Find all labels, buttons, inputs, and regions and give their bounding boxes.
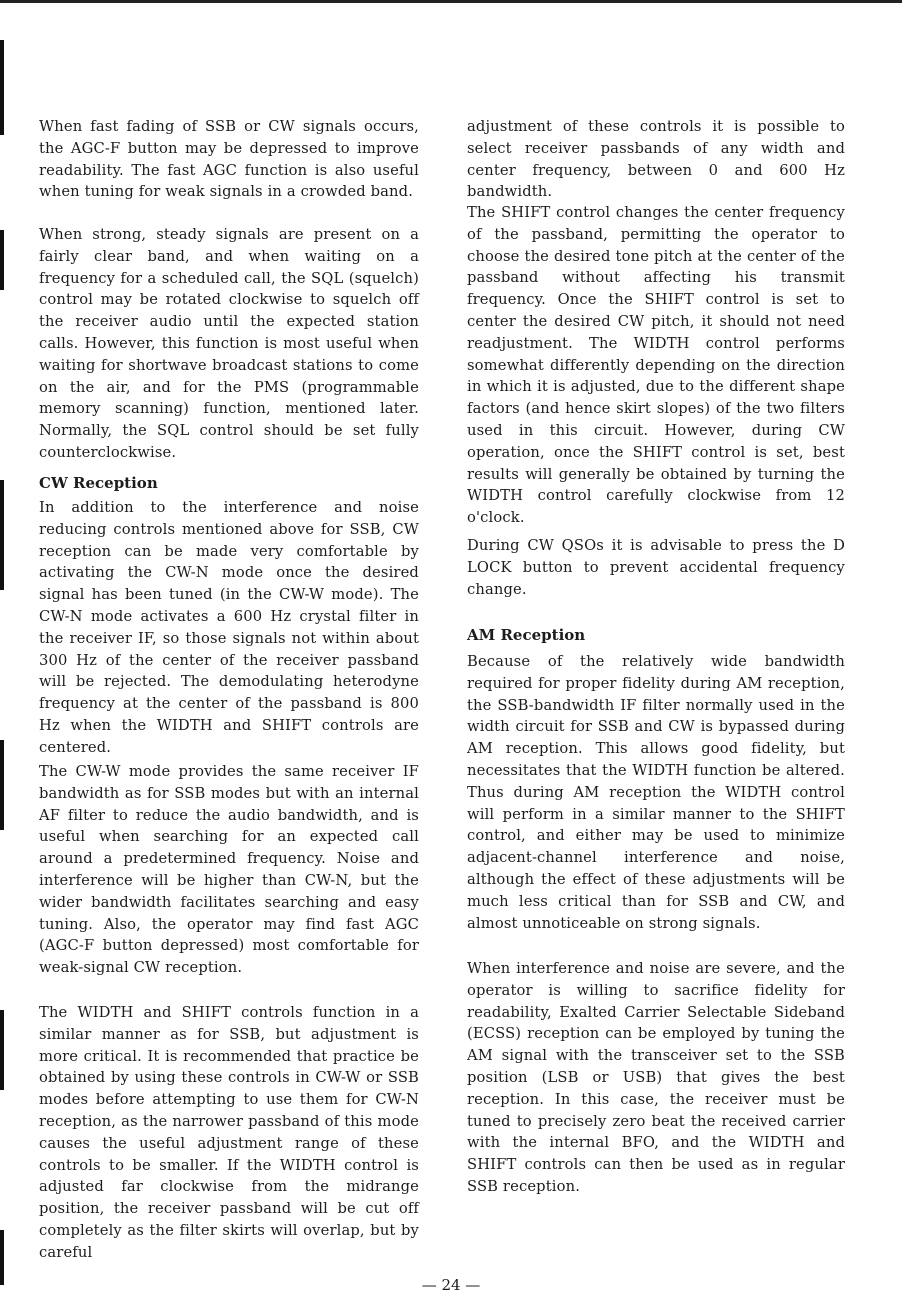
dial-lock-paragraph: During CW QSOs it is advisable to press the D LOCK button to prevent accidental frequency change. — [467, 537, 845, 598]
passband-continuation-paragraph: adjustment of these controls it is possible to select receiver passbands of any width and center frequency, between 0 and 600 Hz bandwidth. — [467, 118, 845, 201]
scan-left-edge-mark — [0, 740, 4, 830]
scan-left-edge-mark — [0, 1010, 4, 1090]
scan-left-edge-mark — [0, 40, 4, 135]
agc-paragraph: When fast fading of SSB or CW signals occurs, the AGC-F button may be depressed to improve readability. The fast AGC function is also useful when tuning for weak signals in a crowded band. — [39, 118, 419, 201]
cw-w-paragraph: The CW-W mode provides the same receiver IF bandwidth as for SSB modes but with an internal AF filter to reduce the audio bandwidth, and is useful when searching for an expected call around a predetermined frequency. Noise and interference will be higher than CW-N, but the wider bandwidth facilitates searching and easy tuning. Also, the operator may find fast AGC (AGC-F button depressed) most comfortable for weak-signal CW reception. — [39, 763, 419, 977]
squelch-paragraph: When strong, steady signals are present on a fairly clear band, and when waiting on a frequency for a scheduled call, the SQL (squelch) control may be rotated clockwise to squelch off the receiver audio until the expected station calls. However, this function is most useful when waiting for shortwave broadcast stations to come on the air, and for the PMS (programmable memory scanning) function, mentioned later. Normally, the SQL control should be set fully counterclockwise. — [39, 226, 419, 461]
am-reception-heading: AM Reception — [467, 626, 586, 644]
cw-reception-heading: CW Reception — [39, 474, 158, 492]
ecss-paragraph: When interference and noise are severe, and the operator is willing to sacrifice fidelity for readability, Exalted Carrier Selectable Sideband (ECSS) reception can be employed by tuning the AM signal with the transceiver set to the SSB position (LSB or USB) that gives the best reception. In this case, the receiver must be tuned to precisely zero beat the received carrier with the internal BFO, and the WIDTH and SHIFT controls can then be used as in regular SSB reception. — [467, 960, 845, 1195]
page-number: — 24 — — [421, 1276, 481, 1294]
cw-n-paragraph: In addition to the interference and noise reducing controls mentioned above for SSB, CW reception can be made very comfortable by activating the CW-N mode once the desired signal has been tuned (in the CW-W mode). The CW-N mode activates a 600 Hz crystal filter in the receiver IF, so those signals not within about 300 Hz of the center of the receiver passband will be rejected. The demodulating heterodyne frequency at the center of the passband is 800 Hz when the WIDTH and SHIFT controls are centered. — [39, 499, 419, 756]
scan-left-edge-mark — [0, 480, 4, 590]
width-shift-paragraph: The WIDTH and SHIFT controls function in a similar manner as for SSB, but adjustment is more critical. It is recommended that practice be obtained by using these controls in CW-W or SSB modes before attempting to use them for CW-N reception, as the narrower passband of this mode causes the useful adjustment range of these controls to be smaller. If the WIDTH control is adjusted far clockwise from the midrange position, the receiver passband will be cut off completely as the filter skirts will overlap, but by careful — [39, 1004, 419, 1261]
scan-top-edge — [0, 0, 902, 3]
am-bandwidth-paragraph: Because of the relatively wide bandwidth required for proper fidelity during AM reception, the SSB-bandwidth IF filter normally used in the width circuit for SSB and CW is bypassed during AM reception. This allows good fidelity, but necessitates that the WIDTH function be altered. Thus during AM reception the WIDTH control will perform in a similar manner to the SHIFT control, and either may be used to minimize adjacent-channel interference and noise, although the effect of these adjustments will be much less critical than for SSB and CW, and almost unnoticeable on strong signals. — [467, 653, 845, 932]
shift-control-paragraph: The SHIFT control changes the center frequency of the passband, permitting the operator to choose the desired tone pitch at the center of the passband without affecting his transmit frequency. Once the SHIFT control is set to center the desired CW pitch, it should not need readjustment. The WIDTH control performs somewhat differently depending on the direction in which it is adjusted, due to the different shape factors (and hence skirt slopes) of the two filters used in this circuit. However, during CW operation, once the SHIFT control is set, best results will generally be obtained by turning the WIDTH control carefully clockwise from 12 o'clock. — [467, 204, 845, 527]
scan-left-edge-mark — [0, 230, 4, 290]
